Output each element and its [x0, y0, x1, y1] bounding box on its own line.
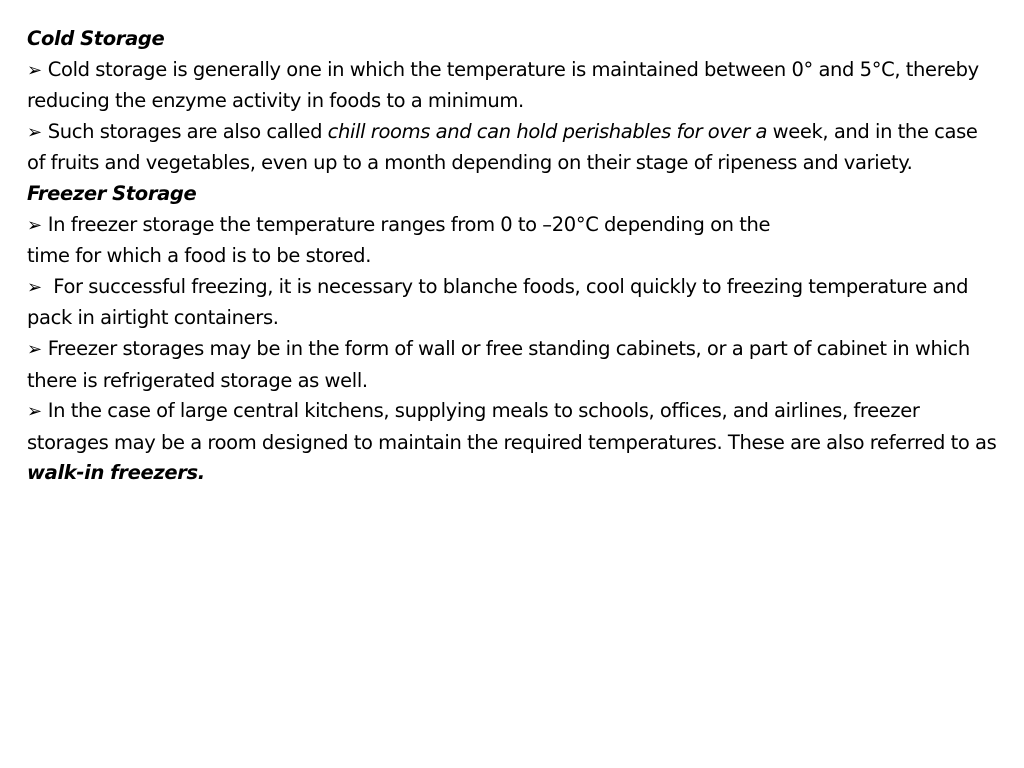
freezer-bullet-2	[27, 272, 997, 334]
freezer-bullet-1-line-1: In freezer storage the temperature ranges from 0 to –20°C depending on the	[47, 212, 771, 236]
cold-bullet-1	[27, 55, 997, 117]
freezer-bullet-4	[27, 396, 997, 489]
cold-bullet-2	[27, 117, 997, 179]
arrow-bullet-icon: ➢	[27, 276, 42, 298]
freezer-storage-heading: Freezer Storage	[27, 181, 197, 205]
freezer-bullet-1	[27, 210, 997, 272]
freezer-bullet-2-text: For successful freezing, it is necessary to blanche foods, cool quickly to freezing temperature and pack in airtight containers.	[27, 274, 969, 330]
cold-bullet-2-text-italic: chill rooms and can hold perishables for over a	[327, 119, 768, 143]
freezer-bullet-3	[27, 334, 997, 396]
cold-bullet-2-text-post: week, and in the case of fruits and vegetables, even up to a month depending on their stage of ripeness and variety.	[27, 119, 978, 175]
arrow-bullet-icon: ➢	[27, 59, 42, 81]
cold-storage-heading: Cold Storage	[27, 27, 165, 50]
walk-in-freezers-term: walk-in freezers.	[27, 461, 205, 485]
freezer-bullet-1-line-2: time for which a food is to be stored.	[27, 244, 372, 268]
freezer-bullet-3-text: Freezer storages may be in the form of wall or free standing cabinets, or a part of cabinet in which there is refrigerated storage as well.	[27, 336, 970, 392]
freezer-bullet-4-text-pre: In the case of large central kitchens, supplying meals to schools, offices, and airlines, freezer storages may be a room designed to maintain the required temperatures. These are also referred to as	[27, 399, 997, 454]
arrow-bullet-icon: ➢	[27, 121, 42, 143]
arrow-bullet-icon: ➢	[27, 338, 42, 360]
arrow-bullet-icon: ➢	[27, 214, 42, 236]
slide-body	[27, 24, 997, 489]
cold-bullet-1-text: Cold storage is generally one in which the temperature is maintained between 0° and 5°C, thereby reducing the enzyme activity in foods to a minimum.	[27, 57, 979, 113]
arrow-bullet-icon: ➢	[27, 401, 42, 423]
cold-bullet-2-text-pre: Such storages are also called	[47, 119, 328, 143]
